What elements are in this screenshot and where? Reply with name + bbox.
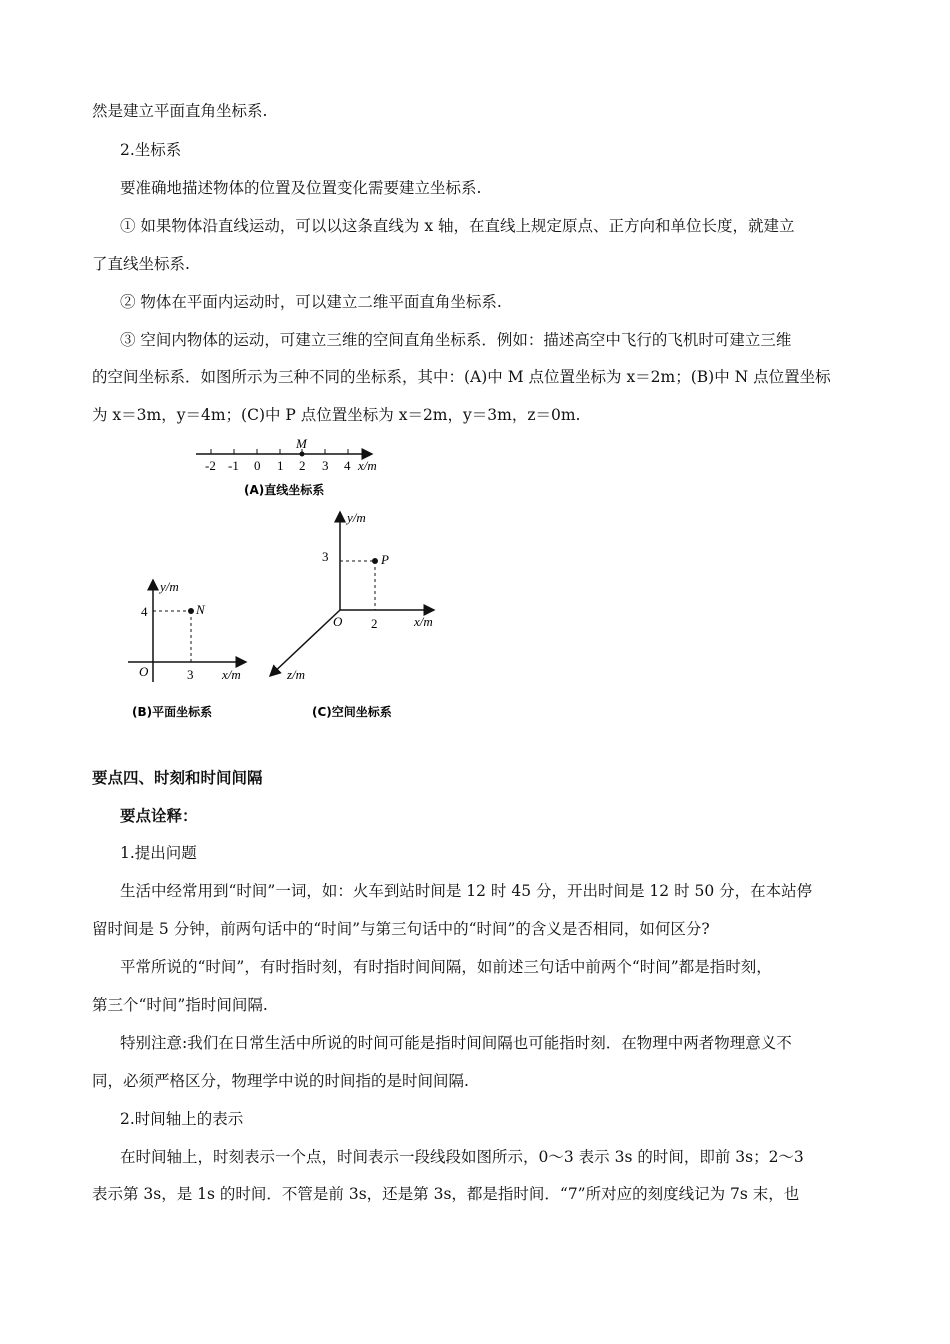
figure-a-caption: (A)直线坐标系: [244, 483, 325, 497]
paragraph-line: 了直线坐标系.: [92, 255, 190, 273]
point-n-marker: [188, 608, 194, 614]
tick-label: 4: [141, 604, 148, 619]
figure-b-caption: (B)平面坐标系: [132, 705, 213, 719]
tick-label: 4: [344, 458, 351, 473]
axis-label-y: y/m: [160, 579, 179, 594]
section-heading: 要点四、时刻和时间间隔: [92, 769, 263, 787]
point-m-label: M: [296, 436, 307, 451]
paragraph-line: 同，必须严格区分，物理学中说的时间指的是时间间隔.: [92, 1072, 469, 1090]
axis-label-x: x/m: [414, 614, 433, 629]
paragraph-line: 生活中经常用到“时间”一词，如：火车到站时间是 12 时 45 分，开出时间是 12 时 50 分，在本站停: [120, 882, 813, 900]
section-subheading: 要点诠释：: [120, 807, 198, 825]
origin-label: O: [139, 664, 149, 679]
tick-label: 3: [322, 549, 329, 564]
point-n-label: N: [196, 602, 205, 617]
paragraph-line: 要准确地描述物体的位置及位置变化需要建立坐标系.: [120, 179, 482, 197]
tick-label: -1: [228, 458, 239, 473]
figure-a-line-axis: [196, 436, 377, 497]
tick-label: 2: [299, 458, 306, 473]
coordinate-systems-figure: [0, 430, 950, 770]
paragraph-line: ② 物体在平面内运动时，可以建立二维平面直角坐标系.: [120, 293, 502, 311]
section-title-coordinate-system: 2.坐标系: [120, 141, 182, 159]
tick-label: 3: [322, 458, 329, 473]
axis-label-z: z/m: [287, 667, 306, 682]
tick-label: 1: [277, 458, 284, 473]
paragraph-line: 1.提出问题: [120, 844, 197, 862]
paragraph-line: 留时间是 5 分钟，前两句话中的“时间”与第三句话中的“时间”的含义是否相同，如何区分?: [92, 920, 710, 938]
point-p-marker: [372, 558, 378, 564]
axis-label-x: x/m: [222, 667, 241, 682]
figure-c-caption: (C)空间坐标系: [312, 705, 392, 719]
paragraph-line: 的空间坐标系．如图所示为三种不同的坐标系，其中：(A)中 M 点位置坐标为 x＝2m；(B)中 N 点位置坐标: [92, 368, 831, 386]
point-p-label: P: [381, 552, 389, 567]
paragraph-line: 在时间轴上，时刻表示一个点，时间表示一段线段如图所示，0～3 表示 3s 的时间，即前 3s；2～3: [120, 1148, 804, 1166]
axis-label-x: x/m: [358, 458, 377, 473]
tick-label: 2: [371, 616, 378, 631]
paragraph-line: 然是建立平面直角坐标系.: [92, 102, 268, 120]
figure-b-plane-axes: [128, 579, 246, 719]
tick-label: 0: [254, 458, 261, 473]
paragraph-line: 表示第 3s，是 1s 的时间．不管是前 3s，还是第 3s，都是指时间．“7”所对应的刻度线记为 7s 末，也: [92, 1185, 800, 1203]
point-m-marker: [300, 452, 305, 457]
paragraph-line: 2.时间轴上的表示: [120, 1110, 244, 1128]
paragraph-line: ① 如果物体沿直线运动，可以以这条直线为 x 轴，在直线上规定原点、正方向和单位长度，就建立: [120, 217, 795, 235]
tick-label: -2: [205, 458, 216, 473]
figure-c-space-axes: [270, 510, 434, 719]
paragraph-line: 为 x＝3m，y＝4m；(C)中 P 点位置坐标为 x＝2m，y＝3m，z＝0m.: [92, 406, 581, 424]
origin-label: O: [333, 614, 343, 629]
paragraph-line: 第三个“时间”指时间间隔.: [92, 996, 268, 1014]
tick-label: 3: [187, 667, 194, 682]
axis-label-y: y/m: [347, 510, 366, 525]
paragraph-line: 平常所说的“时间”，有时指时刻，有时指时间间隔，如前述三句话中前两个“时间”都是指时刻，: [120, 958, 772, 976]
paragraph-line: ③ 空间内物体的运动，可建立三维的空间直角坐标系．例如：描述高空中飞行的飞机时可建立三维: [120, 331, 792, 349]
paragraph-line: 特别注意:我们在日常生活中所说的时间可能是指时间间隔也可能指时刻．在物理中两者物理意义不: [120, 1034, 792, 1052]
